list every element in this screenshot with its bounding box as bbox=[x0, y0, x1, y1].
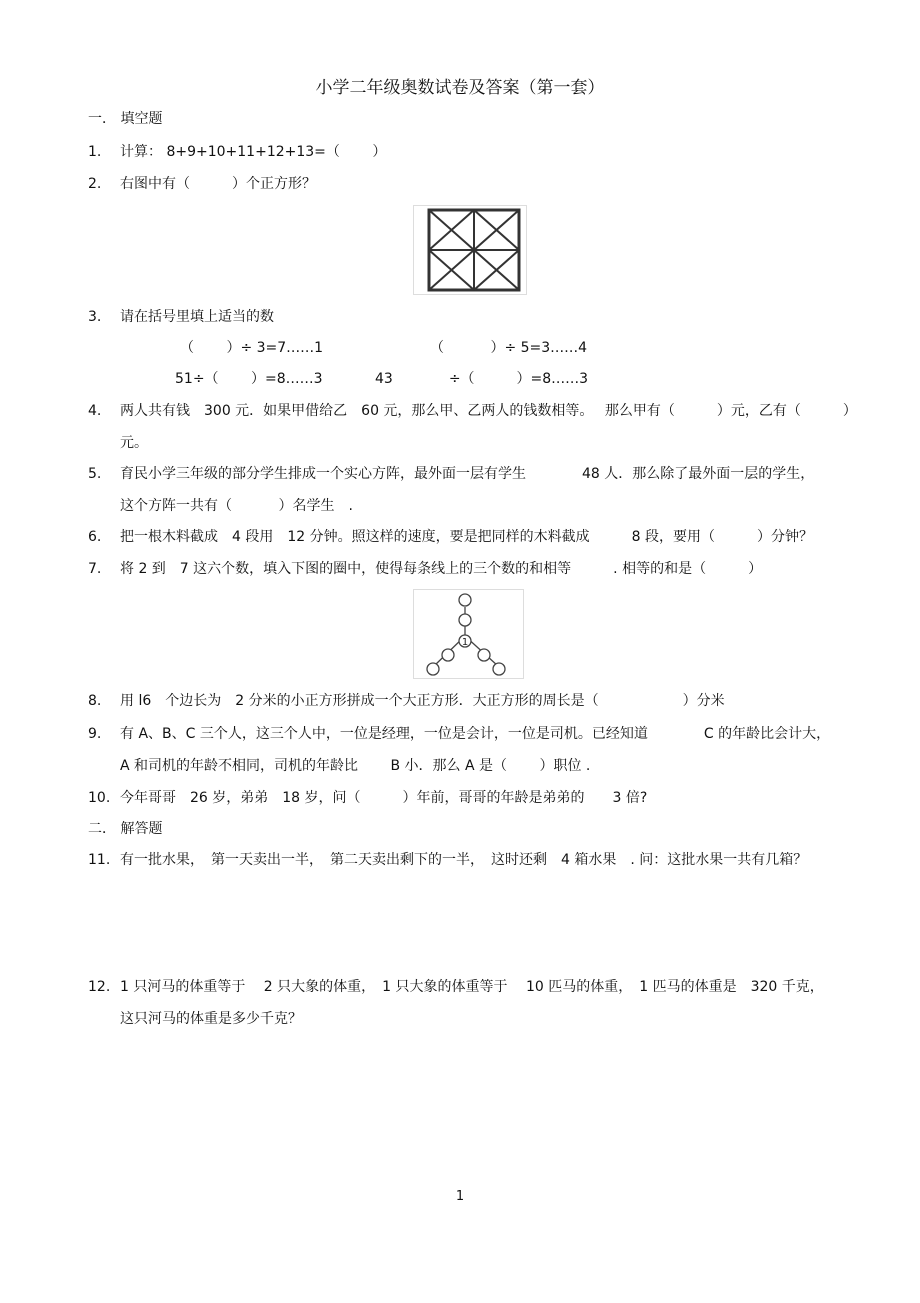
circle-slot bbox=[478, 649, 490, 661]
q4-line1: 两人共有钱 300 元．如果甲借给乙 60 元，那么甲、乙两人的钱数相等。 那么甲有（ ）元，乙有（ ） bbox=[120, 403, 857, 419]
q7-number: 7. bbox=[88, 561, 102, 577]
q3-text: 请在括号里填上适当的数 bbox=[120, 309, 274, 325]
section-fill-blank-heading: 一． 填空题 bbox=[88, 111, 163, 127]
q3-row2-right: 43 ÷（ ）=8……3 bbox=[375, 371, 589, 387]
circle-slot bbox=[493, 663, 505, 675]
q6-text: 把一根木料截成 4 段用 12 分钟。照这样的速度，要是把同样的木料截成 8 段，要用（ ）分钟？ bbox=[120, 529, 813, 545]
q8-text: 用 l6 个边长为 2 分米的小正方形拼成一个大正方形．大正方形的周长是（ ）分米 bbox=[120, 693, 725, 709]
center-digit: 1 bbox=[461, 637, 469, 648]
square-grid-figure bbox=[413, 205, 527, 295]
q8-number: 8. bbox=[88, 693, 102, 709]
circle-slot bbox=[459, 614, 471, 626]
circle-tree-svg bbox=[414, 590, 523, 678]
q7-text: 将 2 到 7 这六个数，填入下图的圈中，使得每条线上的三个数的和相等 . 相等的和是（ ） bbox=[120, 561, 763, 577]
q2-text: 右图中有（ ）个正方形？ bbox=[120, 176, 316, 192]
q6-number: 6. bbox=[88, 529, 102, 545]
q12-line2: 这只河马的体重是多少千克？ bbox=[120, 1011, 302, 1027]
section-answer-heading: 二． 解答题 bbox=[88, 821, 163, 837]
circle-slot bbox=[427, 663, 439, 675]
q4-number: 4. bbox=[88, 403, 102, 419]
q11-number: 11. bbox=[88, 852, 111, 868]
q11-text: 有一批水果， 第一天卖出一半， 第二天卖出剩下的一半， 这时还剩 4 箱水果 . 问：这批水果一共有几箱？ bbox=[120, 852, 808, 868]
q3-row1-left: （ ）÷ 3=7……1 bbox=[180, 340, 324, 356]
page-title: 小学二年级奥数试卷及答案（第一套） bbox=[315, 78, 605, 98]
q4-line2: 元。 bbox=[120, 435, 148, 451]
page-number: 1 bbox=[455, 1189, 465, 1204]
q5-line2: 这个方阵一共有（ ）名学生 . bbox=[120, 498, 353, 514]
q9-line1: 有 A、B、C 三个人，这三个人中，一位是经理，一位是会计，一位是司机。已经知道 C 的年龄比会计大， bbox=[120, 726, 831, 742]
q5-number: 5. bbox=[88, 466, 102, 482]
q1-text: 计算： 8+9+10+11+12+13=（ ） bbox=[120, 144, 387, 160]
q3-row1-right: （ ）÷ 5=3……4 bbox=[430, 340, 588, 356]
q12-line1: 1 只河马的体重等于 2 只大象的体重， 1 只大象的体重等于 10 匹马的体重， 1 匹马的体重是 320 千克， bbox=[120, 979, 824, 995]
q5-line1: 育民小学三年级的部分学生排成一个实心方阵，最外面一层有学生 48 人．那么除了最外面一层的学生， bbox=[120, 466, 815, 482]
circle-slot bbox=[442, 649, 454, 661]
q10-text: 今年哥哥 26 岁，弟弟 18 岁，问（ ）年前，哥哥的年龄是弟弟的 3 倍? bbox=[120, 790, 648, 806]
q3-row2-left: 51÷（ ）=8……3 bbox=[175, 371, 323, 387]
q10-number: 10. bbox=[88, 790, 111, 806]
q9-line2: A 和司机的年龄不相同，司机的年龄比 B 小．那么 A 是（ ）职位 . bbox=[120, 758, 591, 774]
q9-number: 9. bbox=[88, 726, 102, 742]
q3-number: 3. bbox=[88, 309, 102, 325]
square-grid-svg bbox=[414, 206, 526, 294]
circle-tree-figure bbox=[413, 589, 524, 679]
q12-number: 12. bbox=[88, 979, 111, 995]
q2-number: 2. bbox=[88, 176, 102, 192]
circle-slot bbox=[459, 594, 471, 606]
q1-number: 1. bbox=[88, 144, 102, 160]
